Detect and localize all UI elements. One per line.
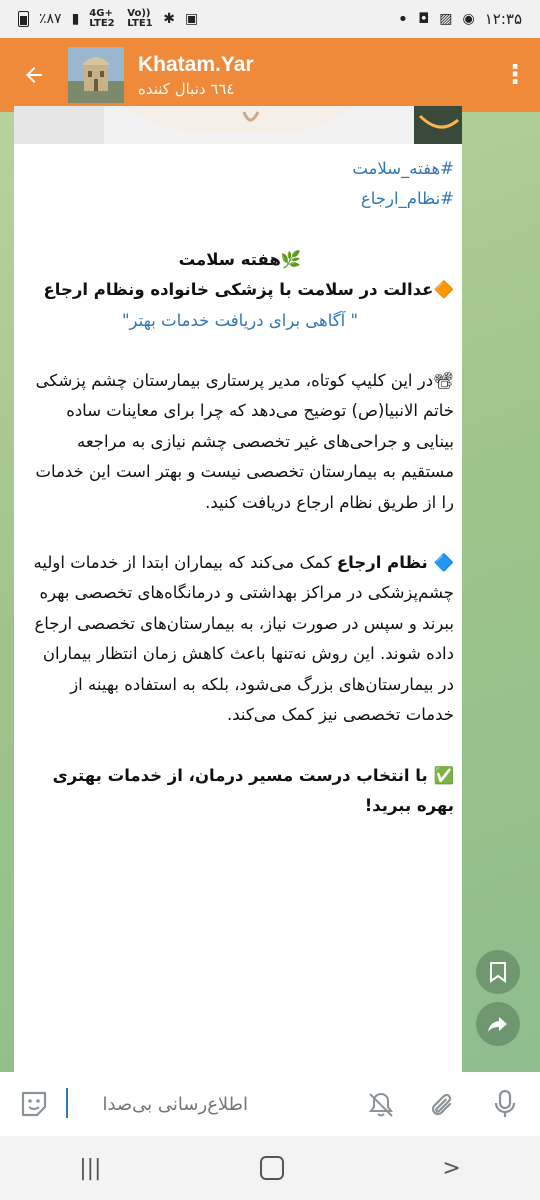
status-left — [18, 9, 198, 29]
more-vert-icon: ⋮ — [502, 60, 528, 90]
paragraph-clip: 📽در این کلیپ کوتاه، مدیر پرستاری بیمارستان چشم پزشکی خاتم الانبیا(ص) توضیح می‌دهد که چرا برای معاینات ساده بینایی و جراحی‌های غیر تخصصی چشم نیازی به مراجعه مستقیم به بیمارستان تخصصی نیست و بهتر است این خدمات را از طریق نظام ارجاع دریافت کنید. — [35, 371, 454, 512]
back-button[interactable] — [0, 38, 68, 112]
home-icon[interactable] — [260, 1156, 284, 1180]
bookmark-button[interactable] — [476, 950, 520, 994]
message-photo[interactable] — [14, 106, 462, 144]
clock-time: ۱۲:۳۵ — [484, 10, 522, 28]
share-icon — [487, 1014, 509, 1034]
sticker-icon — [18, 1088, 50, 1120]
voice-button[interactable] — [490, 1088, 520, 1124]
lock-icon: ▣ — [185, 11, 199, 27]
channel-title: Khatam.Yar — [138, 52, 254, 76]
message-input[interactable] — [68, 1072, 248, 1136]
message-bubble[interactable] — [14, 106, 462, 1166]
battery-icon — [18, 11, 29, 27]
paragraph-referral: 🔷 نظام ارجاع کمک می‌کند که بیماران ابتدا از خدمات اولیه چشم‌پزشکی در مراکز بهداشتی و درمانگاه‌های تخصصی بهره ببرند و سپس در صورت نیاز، به بیمارستان‌های تخصصی ارجاع داده شوند. این روش نه‌تنها باعث کاهش زمان انتظار بیماران در بیمارستان‌های بزرگ می‌شود، بلکه به استفاده بهینه از خدمات تخصصی نیز کمک می‌کند. — [33, 553, 454, 725]
hashtag-link[interactable]: #هفته_سلامت — [352, 159, 454, 178]
message-text — [26, 154, 454, 821]
attach-icon — [428, 1090, 458, 1120]
mic-icon — [490, 1088, 520, 1120]
mute-button[interactable] — [366, 1090, 396, 1124]
quote-line: " آگاهی برای دریافت خدمات بهتر" — [121, 310, 359, 330]
chat-header — [0, 38, 540, 112]
header-titles[interactable] — [138, 53, 490, 98]
battery-percent: ٪۸۷ — [39, 11, 62, 27]
status-bar — [0, 0, 540, 38]
share-button[interactable] — [476, 1002, 520, 1046]
back-arrow-icon — [22, 63, 46, 87]
more-menu-button[interactable] — [490, 60, 540, 90]
recents-icon[interactable]: ||| — [79, 1155, 102, 1181]
sticker-button[interactable] — [18, 1088, 52, 1122]
dot-icon: • — [397, 8, 409, 30]
paragraph-conclusion: ✅ با انتخاب درست مسیر درمان، از خدمات بهتری بهره ببرید! — [52, 765, 454, 815]
network-label-1: 4G+ LTE2 — [89, 8, 115, 29]
network-label-2: Vo)) LTE1 — [127, 8, 153, 29]
attach-button[interactable] — [428, 1090, 458, 1124]
chat-area — [0, 112, 540, 1072]
text-caret — [66, 1088, 68, 1118]
status-right — [398, 9, 522, 30]
system-nav-bar — [0, 1136, 540, 1200]
mute-bell-icon — [366, 1090, 396, 1120]
chevron-back-icon[interactable]: > — [442, 1155, 461, 1181]
signal-icon: ▮ — [71, 11, 80, 27]
bookmark-icon — [488, 961, 508, 983]
follower-count: ٦٦٤ دنبال کننده — [138, 79, 235, 98]
gallery-icon: ▨ — [439, 11, 453, 27]
message-input-bar — [0, 1072, 540, 1136]
instagram-icon: ◘ — [418, 11, 430, 27]
check-shield-icon: ◉ — [462, 11, 475, 27]
heading-week: 🌿هفته سلامت — [178, 249, 302, 269]
bluetooth-icon: ✱ — [163, 11, 176, 27]
hashtag-link[interactable]: #نظام_ارجاع — [360, 189, 454, 209]
channel-avatar[interactable] — [68, 47, 124, 103]
heading-justice: 🔶عدالت در سلامت با پزشکی خانواده ونظام ارجاع — [43, 280, 454, 300]
